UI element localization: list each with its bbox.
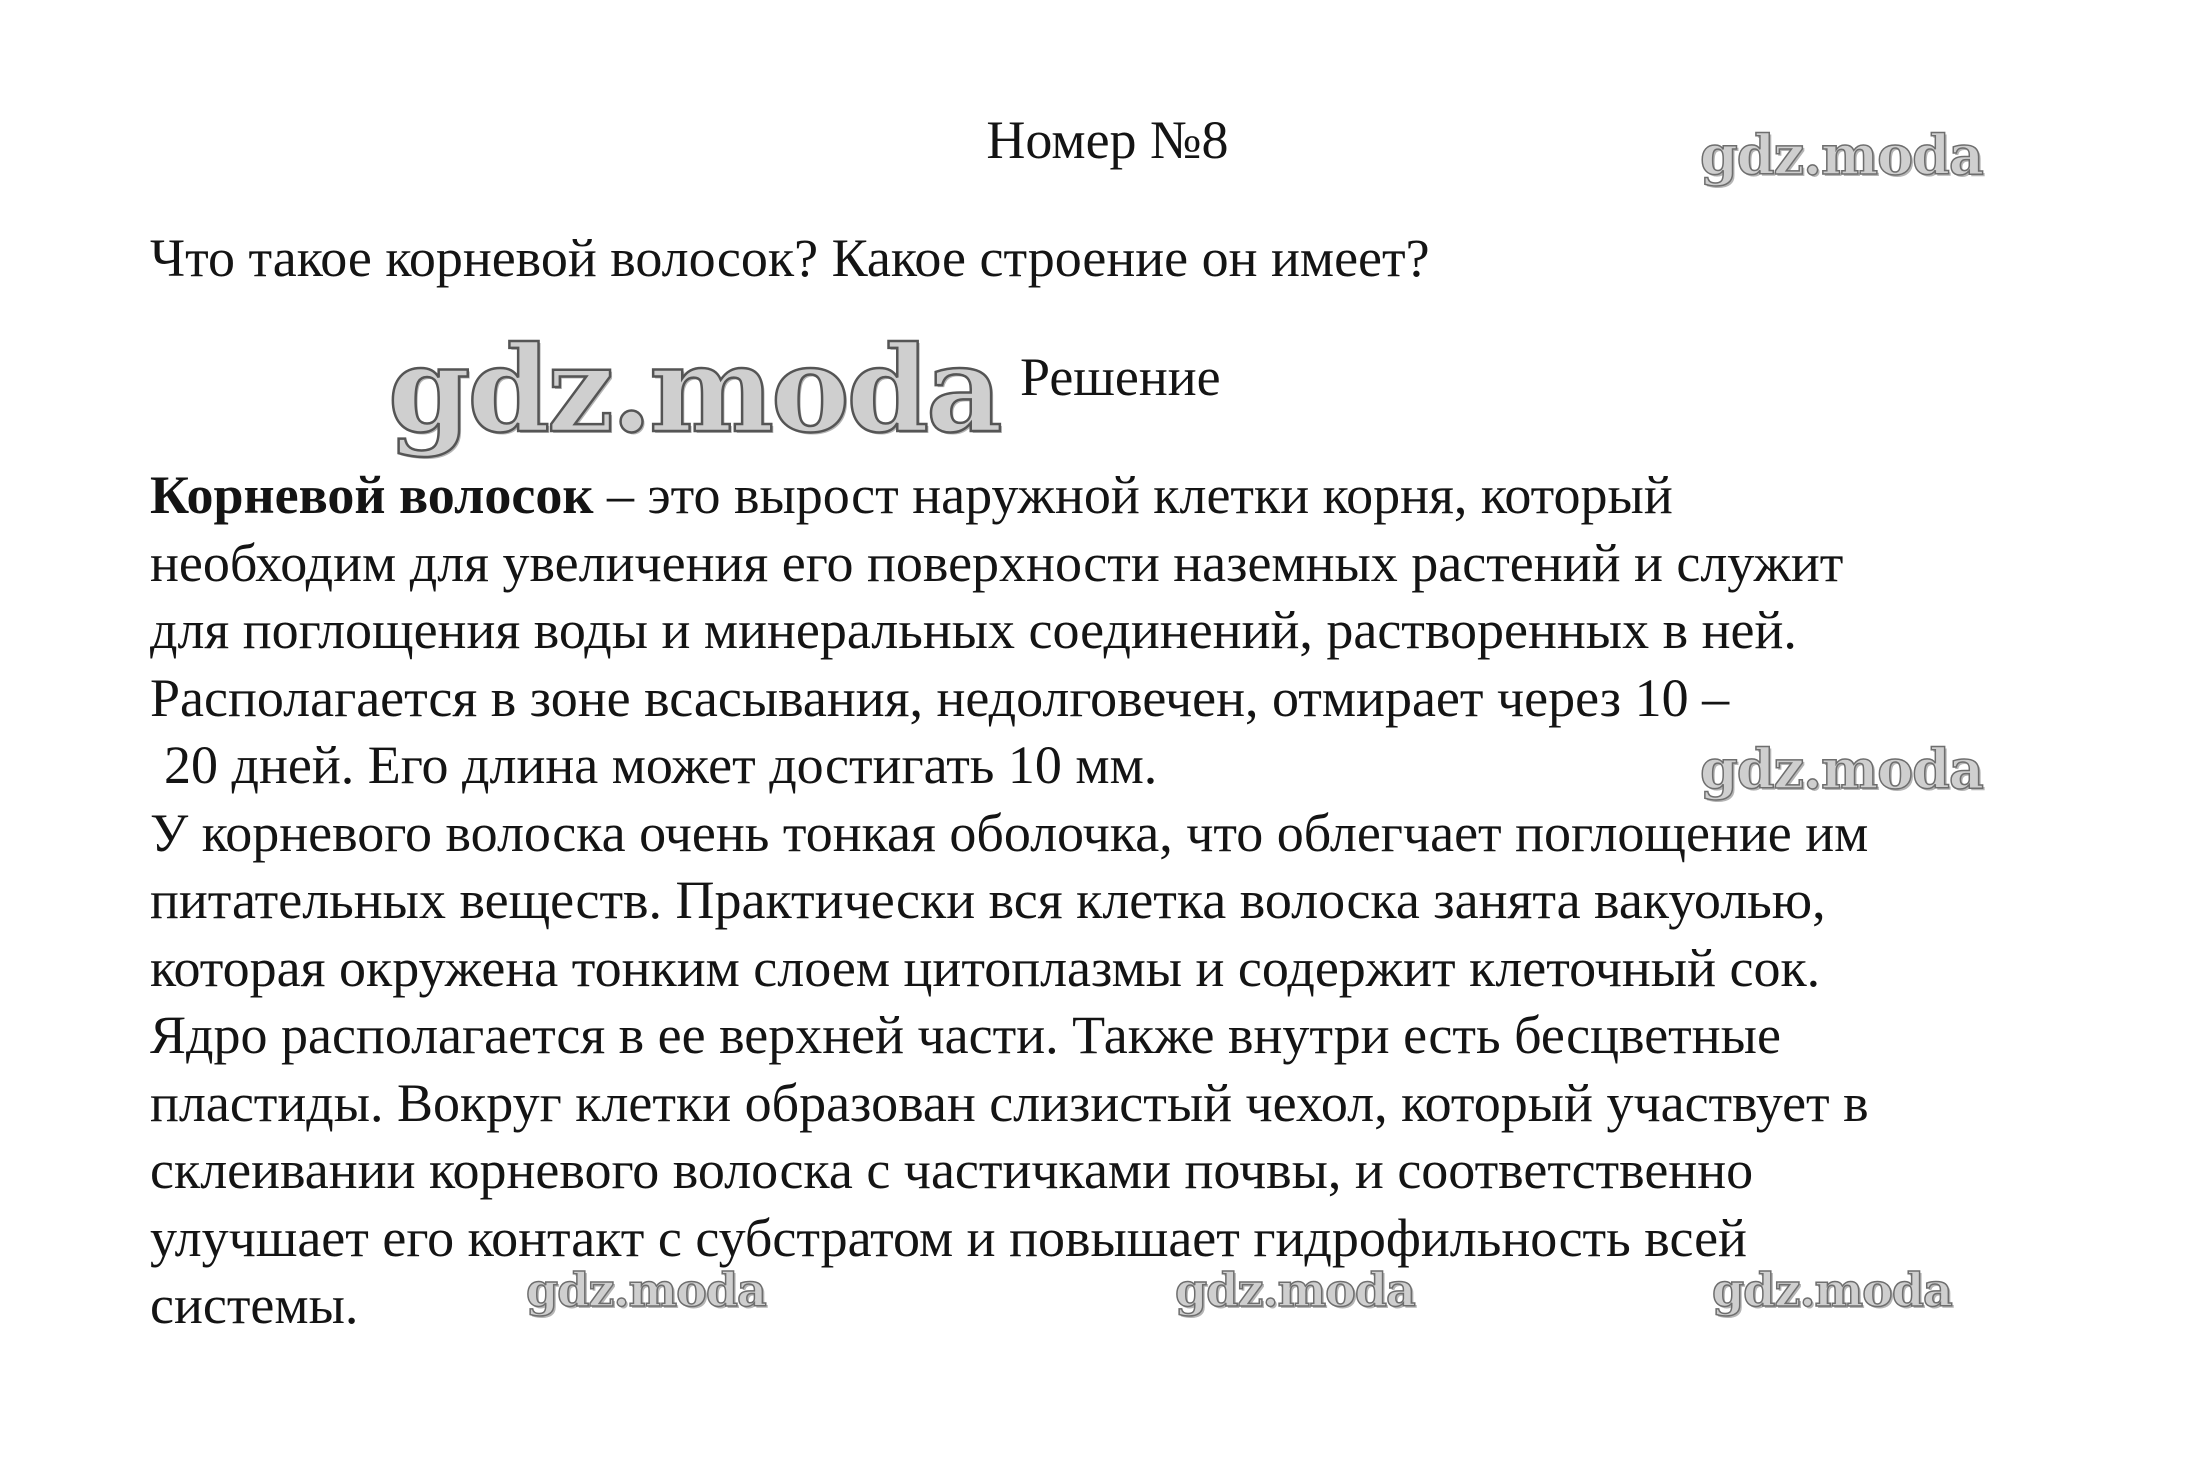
watermark-top-right: gdz.moda bbox=[1700, 123, 1983, 187]
answer-line: для поглощения воды и минеральных соединений, растворенных в ней. bbox=[150, 600, 1797, 660]
answer-line: 20 дней. Его длина может достигать 10 мм. bbox=[164, 735, 1158, 795]
answer-line: системы. bbox=[150, 1275, 359, 1335]
watermark-bottom-left: gdz.moda bbox=[526, 1263, 766, 1317]
question-text: Что такое корневой волосок? Какое строение он имеет? bbox=[150, 228, 1430, 288]
answer-line: питательных веществ. Практически вся клетка волоска занята вакуолью, bbox=[150, 870, 1826, 930]
answer-text bbox=[150, 462, 2110, 1340]
watermark-bottom-middle: gdz.moda bbox=[1175, 1263, 1415, 1317]
watermark-bottom-right: gdz.moda bbox=[1712, 1263, 1952, 1317]
answer-line: пластиды. Вокруг клетки образован слизистый чехол, который участвует в bbox=[150, 1072, 1869, 1133]
watermark-large: gdz.moda bbox=[388, 320, 1000, 459]
answer-line: которая окружена тонким слоем цитоплазмы и содержит клеточный сок. bbox=[150, 937, 1821, 998]
answer-line-text: – это вырост наружной клетки корня, который bbox=[593, 465, 1673, 525]
page-title: Номер №8 bbox=[986, 110, 1229, 170]
answer-line: Располагается в зоне всасывания, недолговечен, отмирает через 10 – bbox=[150, 667, 1730, 728]
answer-line: Ядро располагается в ее верхней части. Также внутри есть бесцветные bbox=[150, 1005, 1781, 1065]
answer-line bbox=[150, 462, 2110, 530]
answer-line: необходим для увеличения его поверхности наземных растений и служит bbox=[150, 532, 1844, 593]
answer-line: склеивании корневого волоска с частичками почвы, и соответственно bbox=[150, 1140, 1754, 1200]
solution-heading: Решение bbox=[1020, 347, 1221, 407]
watermark-middle-right: gdz.moda bbox=[1700, 737, 1983, 801]
answer-line: улучшает его контакт с субстратом и повышает гидрофильность всей bbox=[150, 1207, 1747, 1268]
answer-line: У корневого волоска очень тонкая оболочка, что облегчает поглощение им bbox=[150, 802, 1869, 863]
answer-term: Корневой волосок bbox=[150, 465, 594, 525]
